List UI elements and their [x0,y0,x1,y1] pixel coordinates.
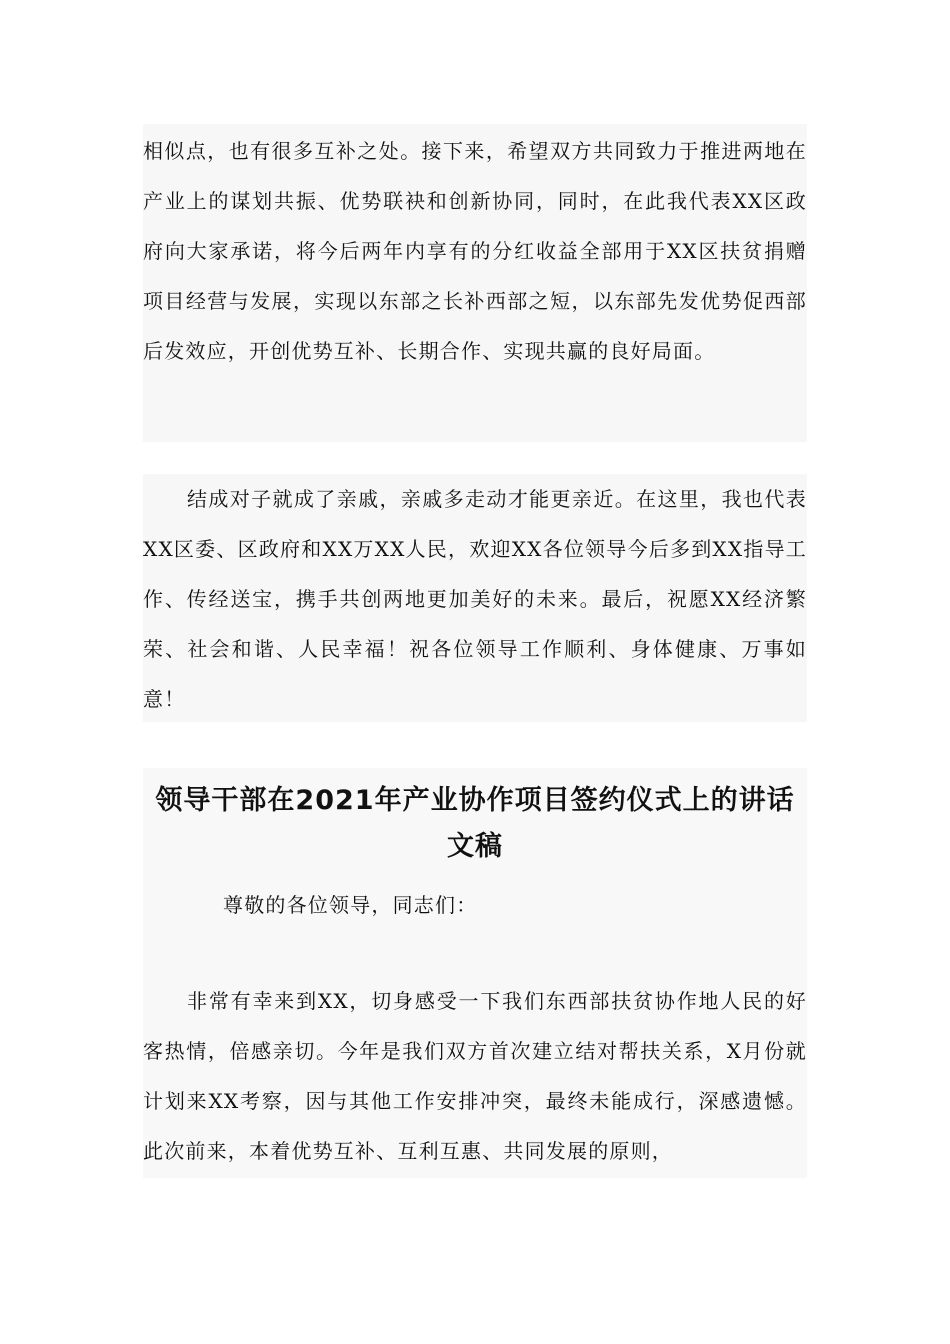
speech-title-line2: 文稿 [447,831,503,862]
closing-paragraph: 结成对子就成了亲戚，亲戚多走动才能更亲近。在这里，我也代表XX区委、区政府和XX万XX人民，欢迎XX各位领导今后多到XX指导工作、传经送宝，携手共创两地更加美好的未来。最后，祝愿XX经济繁荣、社会和谐、人民幸福！祝各位领导工作顺利、身体健康、万事如意！ [143,487,807,711]
second-speech-block [143,768,807,1178]
speech-opening-paragraph: 非常有幸来到XX，切身感受一下我们东西部扶贫协作地人民的好客热情，倍感亲切。今年是我们双方首次建立结对帮扶关系，X月份就计划来XX考察，因与其他工作安排冲突，最终未能成行，深感遗憾。此次前来，本着优势互补、互利互惠、共同发展的原则， [143,989,807,1163]
speech-greeting: 尊敬的各位领导，同志们： [223,893,478,917]
continued-paragraph: 相似点，也有很多互补之处。接下来，希望双方共同致力于推进两地在产业上的谋划共振、优势联袂和创新协同，同时，在此我代表XX区政府向大家承诺，将今后两年内享有的分红收益全部用于XX区扶贫捐赠项目经营与发展，实现以东部之长补西部之短，以东部先发优势促西部后发效应，开创优势互补、长期合作、实现共赢的良好局面。 [143,139,807,363]
continued-paragraph-block [143,124,807,442]
speech-title [143,768,807,870]
closing-paragraph-block [143,474,807,722]
speech-title-line1: 领导干部在2021年产业协作项目签约仪式上的讲话 [155,785,795,816]
